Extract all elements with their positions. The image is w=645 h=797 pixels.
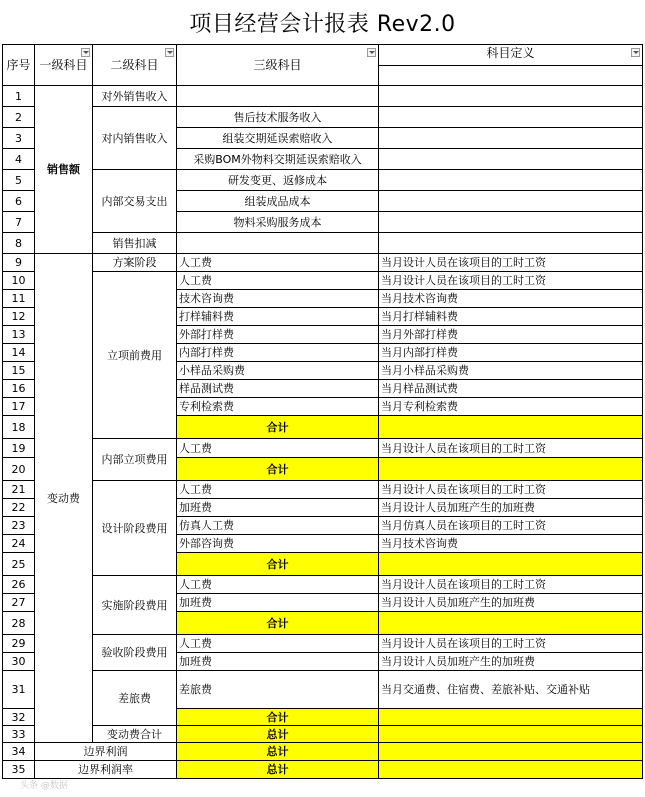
- definition-cell[interactable]: 当月设计人员在该项目的工时工资: [379, 576, 643, 594]
- level3-cell[interactable]: 仿真人工费: [177, 517, 379, 535]
- subtotal-cell[interactable]: 合计: [177, 553, 379, 576]
- definition-cell[interactable]: 当月设计人员加班产生的加班费: [379, 594, 643, 612]
- row-number[interactable]: 10: [3, 272, 35, 290]
- level3-cell[interactable]: 样品测试费: [177, 380, 379, 398]
- definition-cell[interactable]: 当月小样品采购费: [379, 362, 643, 380]
- row-number[interactable]: 23: [3, 517, 35, 535]
- row-number[interactable]: 12: [3, 308, 35, 326]
- row-number[interactable]: 20: [3, 458, 35, 481]
- row-number[interactable]: 26: [3, 576, 35, 594]
- definition-cell[interactable]: 当月内部打样费: [379, 344, 643, 362]
- level3-cell[interactable]: 人工费: [177, 254, 379, 272]
- level3-cell[interactable]: 技术咨询费: [177, 290, 379, 308]
- level3-cell[interactable]: 人工费: [177, 272, 379, 290]
- level3-cell[interactable]: 采购BOM外物料交期延误索赔收入: [177, 149, 379, 170]
- row-number[interactable]: 24: [3, 535, 35, 553]
- definition-cell[interactable]: [379, 149, 643, 170]
- row-number[interactable]: 31: [3, 671, 35, 709]
- level3-cell[interactable]: 小样品采购费: [177, 362, 379, 380]
- header-level2-label: 二级科目: [110, 58, 159, 72]
- level2-sales-deduction[interactable]: 销售扣减: [93, 233, 177, 254]
- subtotal-cell[interactable]: 合计: [177, 709, 379, 726]
- row-number[interactable]: 3: [3, 128, 35, 149]
- definition-cell[interactable]: 当月设计人员加班产生的加班费: [379, 653, 643, 671]
- row-number[interactable]: 14: [3, 344, 35, 362]
- definition-cell[interactable]: [379, 107, 643, 128]
- header-level3-label: 三级科目: [253, 58, 302, 72]
- header-definition-label: 科目定义: [486, 46, 535, 60]
- level2-internal-sales[interactable]: 对内销售收入: [93, 107, 177, 170]
- level3-cell[interactable]: 人工费: [177, 439, 379, 458]
- definition-cell[interactable]: 当月设计人员在该项目的工时工资: [379, 272, 643, 290]
- header-level2[interactable]: [93, 45, 177, 86]
- row-number[interactable]: 4: [3, 149, 35, 170]
- level3-cell[interactable]: 物料采购服务成本: [177, 212, 379, 233]
- level3-cell[interactable]: [177, 86, 379, 107]
- definition-cell[interactable]: [379, 128, 643, 149]
- level2-variable-total[interactable]: 变动费合计: [93, 726, 177, 743]
- definition-cell[interactable]: [379, 212, 643, 233]
- total-cell[interactable]: 总计: [177, 761, 379, 779]
- definition-cell[interactable]: 当月设计人员加班产生的加班费: [379, 499, 643, 517]
- level3-cell[interactable]: 人工费: [177, 635, 379, 653]
- row-number[interactable]: 7: [3, 212, 35, 233]
- level2-external-sales[interactable]: 对外销售收入: [93, 86, 177, 107]
- total-cell[interactable]: 总计: [177, 743, 379, 761]
- level3-cell[interactable]: 售后技术服务收入: [177, 107, 379, 128]
- report-title: 项目经营会计报表 Rev2.0: [189, 11, 456, 37]
- row-number[interactable]: 35: [3, 761, 35, 779]
- level3-cell[interactable]: 加班费: [177, 594, 379, 612]
- definition-cell[interactable]: 当月设计人员在该项目的工时工资: [379, 481, 643, 499]
- level1-variable-cost[interactable]: 变动费: [35, 254, 93, 743]
- definition-cell[interactable]: 当月设计人员在该项目的工时工资: [379, 439, 643, 458]
- filter-dropdown-icon[interactable]: [81, 48, 90, 57]
- definition-cell[interactable]: [379, 458, 643, 481]
- row-number[interactable]: 33: [3, 726, 35, 743]
- definition-cell[interactable]: 当月技术咨询费: [379, 535, 643, 553]
- row-number[interactable]: 11: [3, 290, 35, 308]
- definition-cell[interactable]: 当月设计人员在该项目的工时工资: [379, 254, 643, 272]
- level2-travel[interactable]: 差旅费: [93, 671, 177, 726]
- level3-cell[interactable]: 加班费: [177, 499, 379, 517]
- filter-dropdown-icon[interactable]: [367, 48, 376, 57]
- watermark: 头条 @数据: [20, 781, 68, 791]
- definition-cell[interactable]: [379, 170, 643, 191]
- definition-cell[interactable]: 当月外部打样费: [379, 326, 643, 344]
- subtotal-cell[interactable]: 合计: [177, 416, 379, 439]
- definition-cell[interactable]: [379, 743, 643, 761]
- level3-cell[interactable]: 组装交期延误索赔收入: [177, 128, 379, 149]
- row-number[interactable]: 13: [3, 326, 35, 344]
- level2-design-phase[interactable]: 设计阶段费用: [93, 481, 177, 576]
- level3-cell[interactable]: 专利检索费: [177, 398, 379, 416]
- definition-cell[interactable]: [379, 553, 643, 576]
- row-number[interactable]: 22: [3, 499, 35, 517]
- filter-dropdown-icon[interactable]: [631, 48, 640, 57]
- definition-cell[interactable]: [379, 416, 643, 439]
- row-number[interactable]: 5: [3, 170, 35, 191]
- row-number[interactable]: 19: [3, 439, 35, 458]
- level3-cell[interactable]: 差旅费: [177, 671, 379, 709]
- row-number[interactable]: 30: [3, 653, 35, 671]
- level2-pre-project[interactable]: 立项前费用: [93, 272, 177, 439]
- definition-cell[interactable]: [379, 191, 643, 212]
- definition-cell[interactable]: [379, 233, 643, 254]
- row-number[interactable]: 17: [3, 398, 35, 416]
- row-number[interactable]: 21: [3, 481, 35, 499]
- header-level1[interactable]: [35, 45, 93, 86]
- definition-cell[interactable]: 当月样品测试费: [379, 380, 643, 398]
- row-number[interactable]: 1: [3, 86, 35, 107]
- level1-sales[interactable]: 销售额: [35, 86, 93, 254]
- definition-cell[interactable]: [379, 86, 643, 107]
- definition-cell[interactable]: 当月技术咨询费: [379, 290, 643, 308]
- level2-scheme-phase[interactable]: 方案阶段: [93, 254, 177, 272]
- level3-cell[interactable]: 外部咨询费: [177, 535, 379, 553]
- level3-cell[interactable]: 研发变更、返修成本: [177, 170, 379, 191]
- subtotal-cell[interactable]: 合计: [177, 458, 379, 481]
- header-seq: 序号: [3, 45, 35, 86]
- definition-cell[interactable]: [379, 709, 643, 726]
- level3-cell[interactable]: 内部打样费: [177, 344, 379, 362]
- header-level1-label: 一级科目: [39, 58, 88, 72]
- row-number[interactable]: 25: [3, 553, 35, 576]
- row-number[interactable]: 9: [3, 254, 35, 272]
- level1-marginal-profit-rate[interactable]: 边界利润率: [35, 761, 177, 779]
- row-number[interactable]: 18: [3, 416, 35, 439]
- subtotal-cell[interactable]: 合计: [177, 612, 379, 635]
- row-number[interactable]: 27: [3, 594, 35, 612]
- row-number[interactable]: 34: [3, 743, 35, 761]
- level2-internal-project[interactable]: 内部立项费用: [93, 439, 177, 481]
- level3-cell[interactable]: 组装成品成本: [177, 191, 379, 212]
- level1-marginal-profit[interactable]: 边界利润: [35, 743, 177, 761]
- filter-dropdown-icon[interactable]: [165, 48, 174, 57]
- report-table: [2, 44, 643, 779]
- definition-cell[interactable]: 当月仿真人员在该项目的工时工资: [379, 517, 643, 535]
- total-cell[interactable]: 总计: [177, 726, 379, 743]
- row-number[interactable]: 28: [3, 612, 35, 635]
- level3-cell[interactable]: 加班费: [177, 653, 379, 671]
- level3-cell[interactable]: 人工费: [177, 481, 379, 499]
- row-number[interactable]: 15: [3, 362, 35, 380]
- definition-cell[interactable]: 当月打样辅料费: [379, 308, 643, 326]
- header-definition[interactable]: [379, 45, 643, 66]
- definition-cell[interactable]: [379, 726, 643, 743]
- definition-cell[interactable]: 当月专利检索费: [379, 398, 643, 416]
- row-number[interactable]: 8: [3, 233, 35, 254]
- row-number[interactable]: 2: [3, 107, 35, 128]
- definition-cell[interactable]: [379, 612, 643, 635]
- level2-implementation-phase[interactable]: 实施阶段费用: [93, 576, 177, 635]
- level3-cell[interactable]: 人工费: [177, 576, 379, 594]
- row-number[interactable]: 32: [3, 709, 35, 726]
- level2-acceptance-phase[interactable]: 验收阶段费用: [93, 635, 177, 671]
- definition-cell[interactable]: [379, 761, 643, 779]
- level3-cell[interactable]: [177, 233, 379, 254]
- level3-cell[interactable]: 打样辅料费: [177, 308, 379, 326]
- level2-internal-trade[interactable]: 内部交易支出: [93, 170, 177, 233]
- row-number[interactable]: 6: [3, 191, 35, 212]
- level3-cell[interactable]: 外部打样费: [177, 326, 379, 344]
- header-definition-sub[interactable]: [379, 66, 643, 86]
- row-number[interactable]: 16: [3, 380, 35, 398]
- definition-cell[interactable]: 当月交通费、住宿费、差旅补贴、交通补贴: [379, 671, 643, 709]
- header-level3[interactable]: [177, 45, 379, 86]
- row-number[interactable]: 29: [3, 635, 35, 653]
- definition-cell[interactable]: 当月设计人员在该项目的工时工资: [379, 635, 643, 653]
